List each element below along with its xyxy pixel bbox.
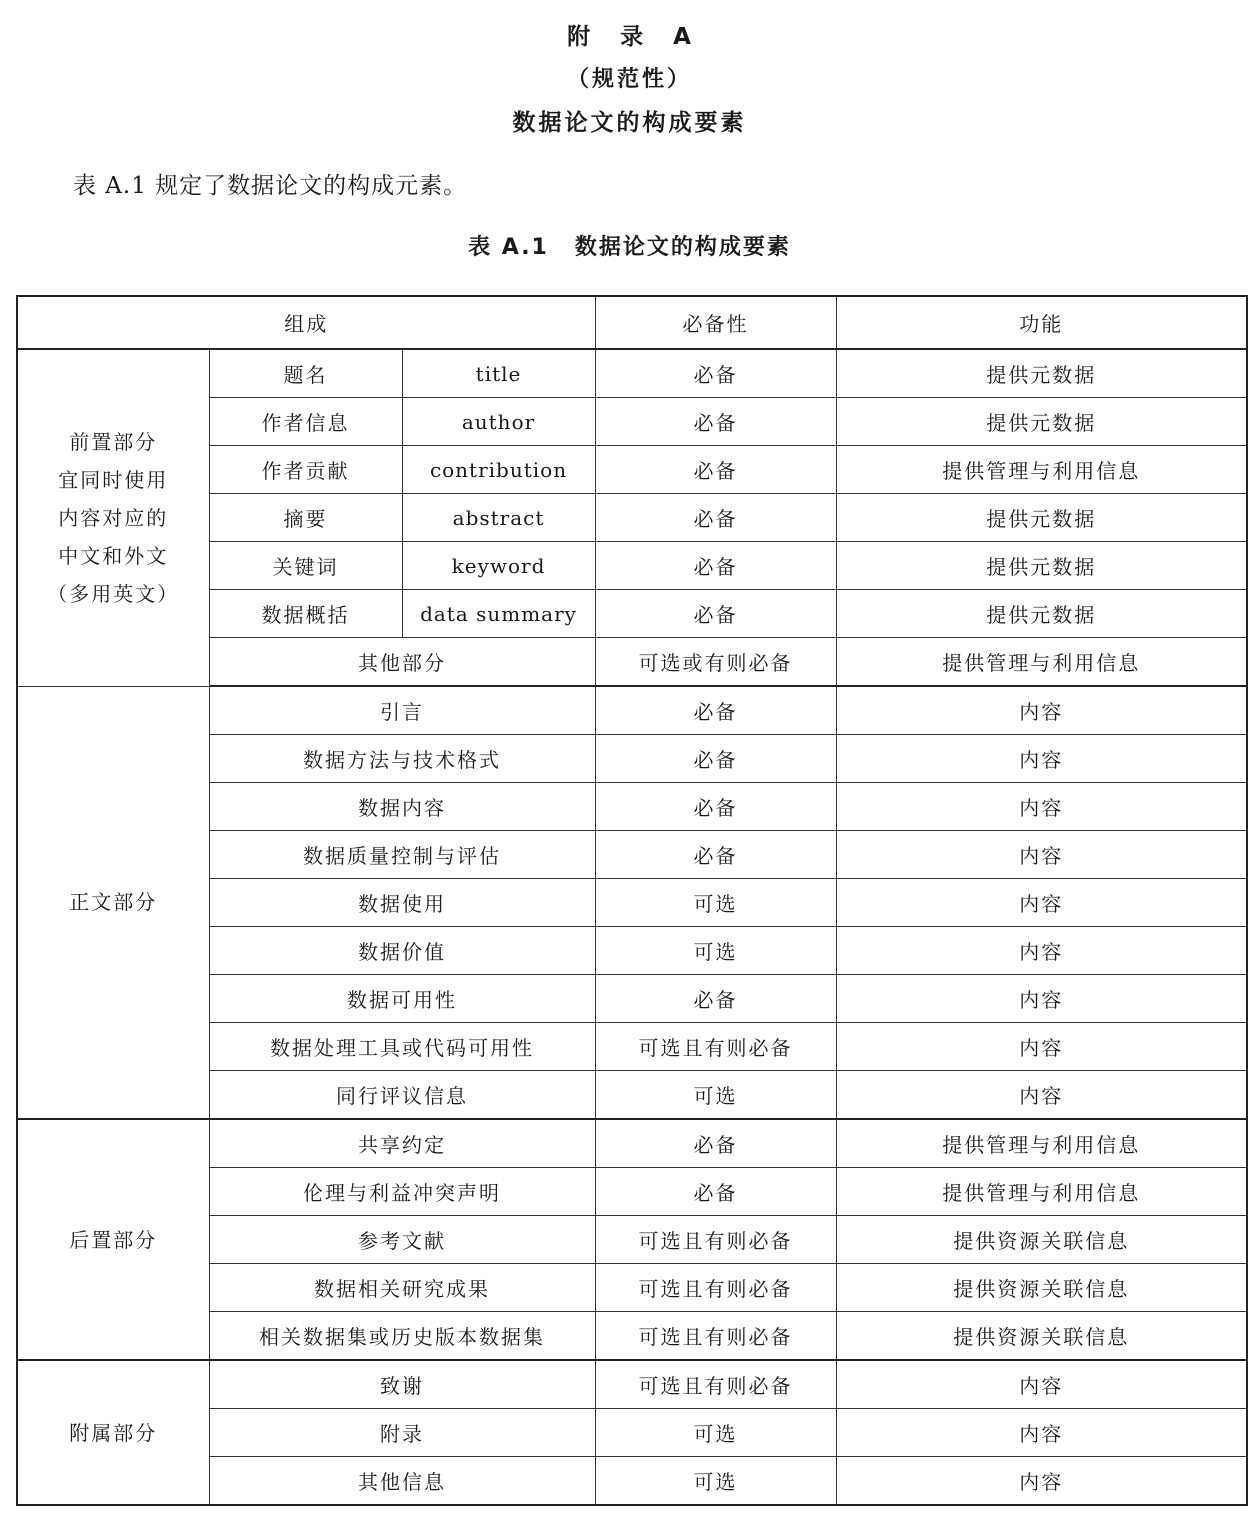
- cell-name: 数据价值: [209, 927, 595, 975]
- cell-name: 伦理与利益冲突声明: [209, 1168, 595, 1216]
- cell-name: 题名: [209, 349, 402, 398]
- group-back-matter: 后置部分: [17, 1119, 209, 1360]
- cell-name: 数据内容: [209, 783, 595, 831]
- table-row: [17, 1360, 1247, 1409]
- cell-name: 数据方法与技术格式: [209, 735, 595, 783]
- cell-name: 数据可用性: [209, 975, 595, 1023]
- group-appendix-matter: 附属部分: [17, 1360, 209, 1505]
- cell-function: 内容: [836, 735, 1247, 783]
- cell-function: 提供管理与利用信息: [836, 1119, 1247, 1168]
- header-function: 功能: [836, 296, 1247, 349]
- cell-name: 共享约定: [209, 1119, 595, 1168]
- header-required: 必备性: [595, 296, 836, 349]
- cell-name: 同行评议信息: [209, 1071, 595, 1120]
- cell-function: 内容: [836, 686, 1247, 735]
- cell-required: 必备: [595, 686, 836, 735]
- cell-function: 内容: [836, 1360, 1247, 1409]
- cell-function: 提供资源关联信息: [836, 1216, 1247, 1264]
- cell-name: 数据质量控制与评估: [209, 831, 595, 879]
- cell-name: 摘要: [209, 494, 402, 542]
- cell-name: 引言: [209, 686, 595, 735]
- cell-name: 数据概括: [209, 590, 402, 638]
- table-header-row: [17, 296, 1247, 349]
- cell-name: 作者贡献: [209, 446, 402, 494]
- appendix-title: 附 录 A: [567, 24, 692, 50]
- cell-required: 必备: [595, 349, 836, 398]
- cell-required: 可选且有则必备: [595, 1264, 836, 1312]
- cell-name: 其他部分: [209, 638, 595, 687]
- cell-function: 内容: [836, 1023, 1247, 1071]
- cell-name: 致谢: [209, 1360, 595, 1409]
- cell-function: 提供管理与利用信息: [836, 1168, 1247, 1216]
- cell-required: 可选且有则必备: [595, 1216, 836, 1264]
- cell-english: abstract: [402, 494, 595, 542]
- components-table: [16, 295, 1248, 1506]
- cell-function: 内容: [836, 1409, 1247, 1457]
- group-main-body: 正文部分: [17, 686, 209, 1119]
- cell-required: 必备: [595, 735, 836, 783]
- cell-required: 必备: [595, 590, 836, 638]
- header-composition: 组成: [17, 296, 595, 349]
- cell-function: 内容: [836, 927, 1247, 975]
- cell-required: 可选且有则必备: [595, 1360, 836, 1409]
- cell-name: 参考文献: [209, 1216, 595, 1264]
- intro-text: 表 A.1 规定了数据论文的构成元素。: [73, 173, 468, 199]
- cell-required: 可选: [595, 1071, 836, 1120]
- cell-name: 数据处理工具或代码可用性: [209, 1023, 595, 1071]
- cell-name: 数据使用: [209, 879, 595, 927]
- table-caption: [0, 230, 1259, 261]
- cell-function: 内容: [836, 783, 1247, 831]
- cell-required: 必备: [595, 975, 836, 1023]
- appendix-subject: 数据论文的构成要素: [512, 110, 747, 136]
- cell-name: 关键词: [209, 542, 402, 590]
- cell-required: 必备: [595, 494, 836, 542]
- cell-required: 必备: [595, 542, 836, 590]
- cell-function: 提供元数据: [836, 542, 1247, 590]
- cell-english: title: [402, 349, 595, 398]
- cell-name: 数据相关研究成果: [209, 1264, 595, 1312]
- cell-function: 提供管理与利用信息: [836, 446, 1247, 494]
- cell-name: 其他信息: [209, 1457, 595, 1506]
- cell-function: 提供元数据: [836, 590, 1247, 638]
- group-front-matter: 前置部分 宜同时使用 内容对应的 中文和外文 （多用英文）: [17, 349, 209, 686]
- cell-required: 必备: [595, 1119, 836, 1168]
- cell-function: 内容: [836, 831, 1247, 879]
- cell-required: 必备: [595, 1168, 836, 1216]
- cell-function: 内容: [836, 1071, 1247, 1120]
- cell-english: author: [402, 398, 595, 446]
- cell-english: keyword: [402, 542, 595, 590]
- cell-function: 提供资源关联信息: [836, 1312, 1247, 1361]
- cell-required: 可选且有则必备: [595, 1023, 836, 1071]
- cell-english: data summary: [402, 590, 595, 638]
- appendix-type: （规范性）: [566, 67, 692, 92]
- table-row: [17, 349, 1247, 398]
- cell-required: 可选: [595, 1457, 836, 1506]
- cell-function: 内容: [836, 1457, 1247, 1506]
- cell-required: 可选: [595, 879, 836, 927]
- table-caption-number: 表 A.1: [468, 235, 549, 260]
- cell-name: 附录: [209, 1409, 595, 1457]
- cell-name: 相关数据集或历史版本数据集: [209, 1312, 595, 1361]
- cell-english: contribution: [402, 446, 595, 494]
- table-caption-title: 数据论文的构成要素: [574, 235, 791, 260]
- cell-required: 可选且有则必备: [595, 1312, 836, 1361]
- cell-function: 内容: [836, 975, 1247, 1023]
- cell-function: 提供元数据: [836, 349, 1247, 398]
- cell-name: 作者信息: [209, 398, 402, 446]
- cell-required: 必备: [595, 446, 836, 494]
- cell-required: 可选或有则必备: [595, 638, 836, 687]
- cell-function: 提供元数据: [836, 494, 1247, 542]
- cell-required: 必备: [595, 783, 836, 831]
- cell-function: 提供元数据: [836, 398, 1247, 446]
- table-row: [17, 686, 1247, 735]
- table-row: [17, 1119, 1247, 1168]
- cell-function: 提供管理与利用信息: [836, 638, 1247, 687]
- cell-function: 提供资源关联信息: [836, 1264, 1247, 1312]
- cell-required: 可选: [595, 927, 836, 975]
- cell-function: 内容: [836, 879, 1247, 927]
- cell-required: 可选: [595, 1409, 836, 1457]
- cell-required: 必备: [595, 831, 836, 879]
- cell-required: 必备: [595, 398, 836, 446]
